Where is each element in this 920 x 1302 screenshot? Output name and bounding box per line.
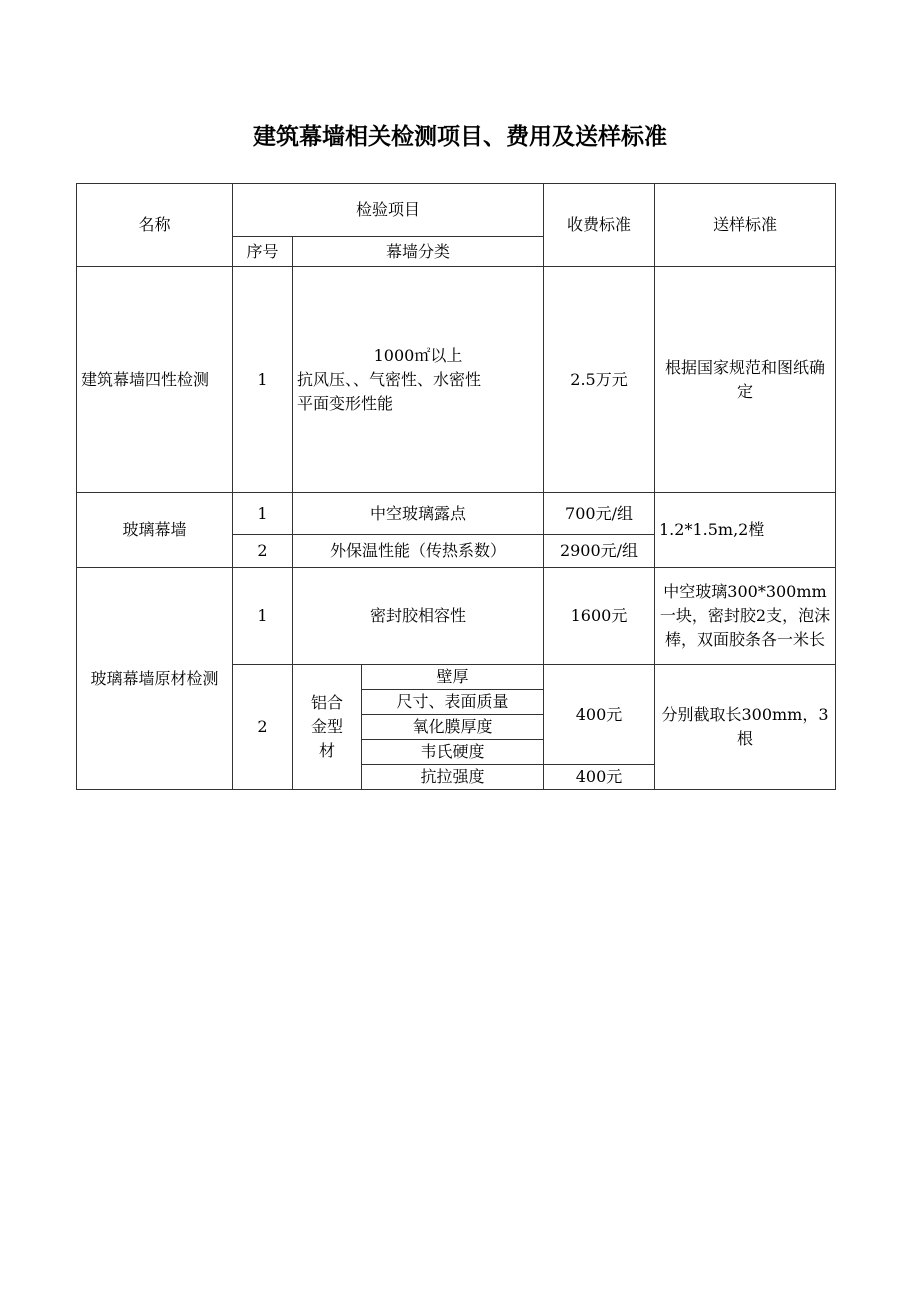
- row-seq: 2: [233, 535, 293, 568]
- test-item: 韦氏硬度: [362, 740, 544, 765]
- category-line: 1000㎡以上: [373, 345, 463, 365]
- row-fee: 400元: [544, 765, 655, 790]
- row-sample: 1.2*1.5m,2樘: [655, 493, 836, 568]
- header-seq: 序号: [233, 237, 293, 267]
- row-seq: 1: [233, 568, 293, 665]
- row-sample: 中空玻璃300*300mm一块，密封胶2支，泡沫棒，双面胶条各一米长: [655, 568, 836, 665]
- row-fee: 1600元: [544, 568, 655, 665]
- row-category: 中空玻璃露点: [293, 493, 544, 535]
- testing-table: [76, 183, 836, 790]
- row-seq: 1: [233, 493, 293, 535]
- header-name: 名称: [77, 184, 233, 267]
- row-fee: 400元: [544, 665, 655, 765]
- test-item: 氧化膜厚度: [362, 715, 544, 740]
- category-line: 抗风压、、气密性、水密性: [297, 369, 482, 389]
- row-name: 玻璃幕墙: [77, 493, 233, 568]
- row-fee: 2900元/组: [544, 535, 655, 568]
- header-fee: 收费标准: [544, 184, 655, 267]
- page-title: 建筑幕墙相关检测项目、费用及送样标准: [253, 124, 667, 150]
- row-seq: 2: [233, 665, 293, 790]
- row-fee: 700元/组: [544, 493, 655, 535]
- material: 铝合金型材: [293, 665, 362, 790]
- header-sample: 送样标准: [655, 184, 836, 267]
- row-fee: 2.5万元: [544, 267, 655, 493]
- row-sample: 根据国家规范和图纸确定: [655, 267, 836, 493]
- test-item: 尺寸、表面质量: [362, 690, 544, 715]
- category-line: 平面变形性能: [297, 393, 394, 413]
- row-seq: 1: [233, 267, 293, 493]
- header-items: 检验项目: [233, 184, 544, 237]
- row-name: 建筑幕墙四性检测: [77, 267, 233, 493]
- header-category: 幕墙分类: [293, 237, 544, 267]
- test-item: 抗拉强度: [362, 765, 544, 790]
- row-category: [293, 267, 544, 493]
- row-name: 玻璃幕墙原材检测: [77, 568, 233, 790]
- row-category: 密封胶相容性: [293, 568, 544, 665]
- row-category: 外保温性能（传热系数）: [293, 535, 544, 568]
- test-item: 壁厚: [362, 665, 544, 690]
- row-sample: 分别截取长300mm，3根: [655, 665, 836, 790]
